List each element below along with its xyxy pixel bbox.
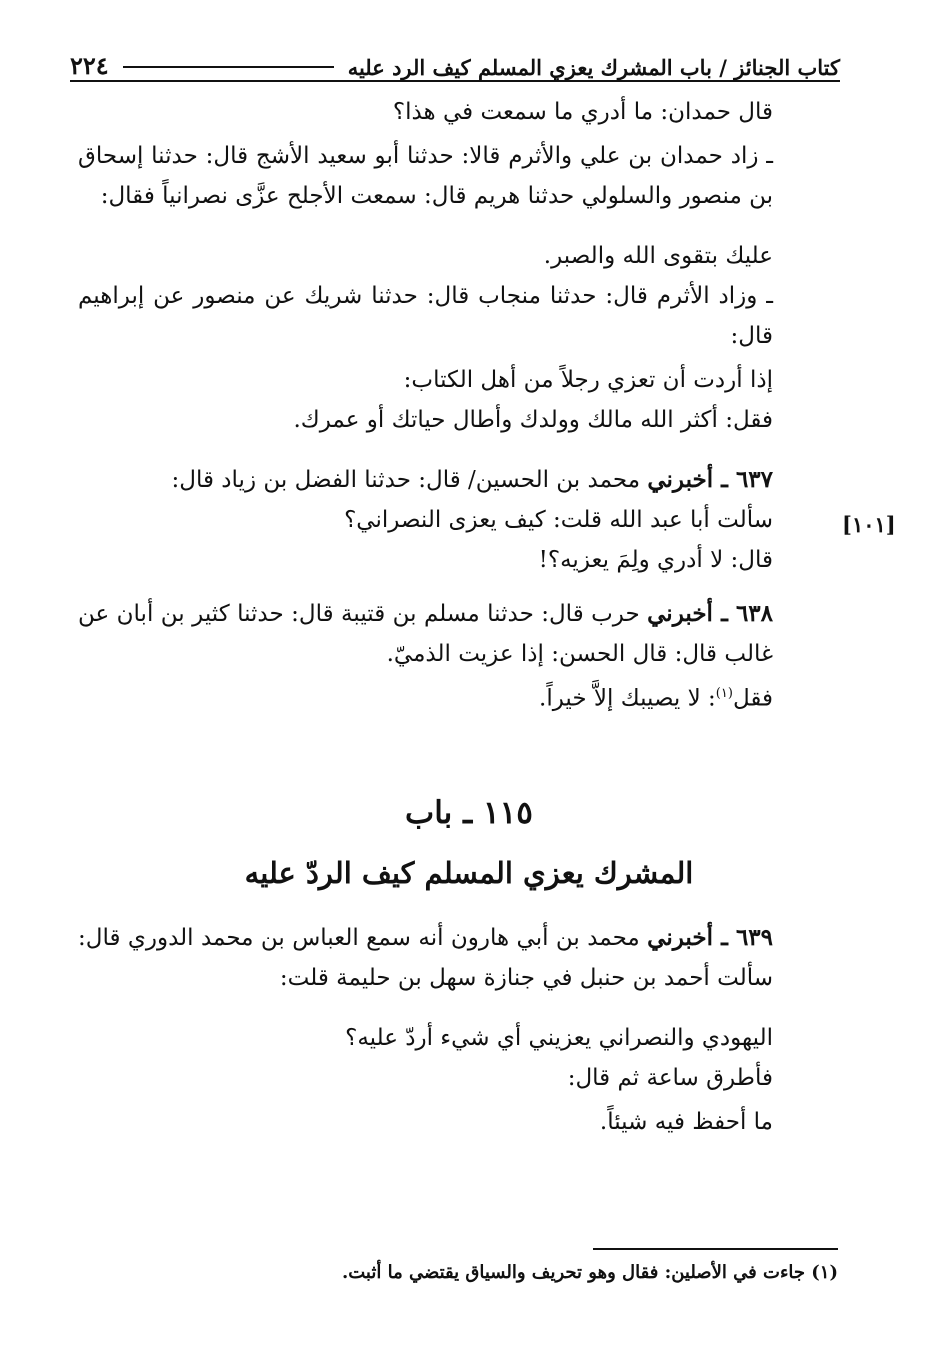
hadith-638 [78, 594, 833, 674]
hadith-line: سألت أبا عبد الله قلت: كيف يعزى النصراني؟ [344, 507, 773, 533]
hadith-639 [78, 918, 833, 998]
hadith-line: فأطرق ساعة ثم قال: [567, 1065, 773, 1091]
hadith-text: حرب قال: حدثنا مسلم بن قتيبة قال: حدثنا كثير بن أبان عن غالب قال: قال الحسن: إذا عزيت الذميّ. [78, 601, 773, 667]
paragraph: عليك بتقوى الله والصبر. [543, 243, 773, 269]
hadith-637 [78, 460, 833, 500]
paragraph: فقل: أكثر الله مالك وولدك وأطال حياتك أو عمرك. [293, 407, 773, 433]
margin-reference: [١٠١] [842, 512, 896, 537]
hadith-line-start: فقل [732, 685, 773, 712]
hadith-text: محمد بن الحسين/ قال: حدثنا الفضل بن زياد قال: [171, 467, 641, 493]
paragraph: ـ وزاد الأثرم قال: حدثنا منجاب قال: حدثنا شريك عن منصور عن إبراهيم قال: [78, 283, 773, 349]
hadith-number: ٦٣٨ ـ أخبرني [647, 600, 773, 627]
hadith-line: ما أحفظ فيه شيئاً. [599, 1109, 773, 1135]
header-rule [123, 66, 334, 68]
body-text [78, 92, 833, 719]
hadith-text: محمد بن أبي هارون أنه سمع العباس بن محمد الدوري قال: سألت أحمد بن حنبل في جنازة سهل بن حليمة قلت: [78, 925, 773, 991]
footnote-marker: (١) [715, 686, 733, 701]
running-title: كتاب الجنائز / باب المشرك يعزي المسلم كيف الرد عليه [347, 55, 840, 80]
footnote-rule [593, 1248, 838, 1250]
hadith-line: قال: لا أدري ولِمَ يعزيه؟! [538, 547, 773, 573]
paragraph: قال حمدان: ما أدري ما سمعت في هذا؟ [392, 99, 773, 125]
hadith-line [78, 674, 833, 719]
footnote: (١) جاءت في الأصلين: فقال وهو تحريف والسياق يقتضي ما أثبت. [341, 1262, 838, 1283]
hadith-line-end: : لا يصيبك إلاَّ خيراً. [539, 685, 716, 712]
chapter-number: ١١٥ ـ باب [405, 795, 533, 831]
hadith-line: اليهودي والنصراني يعزيني أي شيء أردّ عليه؟ [345, 1025, 773, 1051]
hadith-number: ٦٣٩ ـ أخبرني [647, 924, 773, 951]
hadith-number: ٦٣٧ ـ أخبرني [647, 466, 773, 493]
chapter-title: المشرك يعزي المسلم كيف الردّ عليه [244, 856, 694, 890]
paragraph: إذا أردت أن تعزي رجلاً من أهل الكتاب: [403, 367, 773, 393]
body-text-2 [78, 918, 833, 1142]
paragraph: ـ زاد حمدان بن علي والأثرم قالا: حدثنا أبو سعيد الأشج قال: حدثنا إسحاق بن منصور والسلولي حدثنا هريم قال: سمعت الأجلح عزَّى نصرانياً فقال: [78, 143, 773, 209]
running-header [70, 40, 840, 82]
page-number: ٢٢٤ [70, 51, 109, 80]
